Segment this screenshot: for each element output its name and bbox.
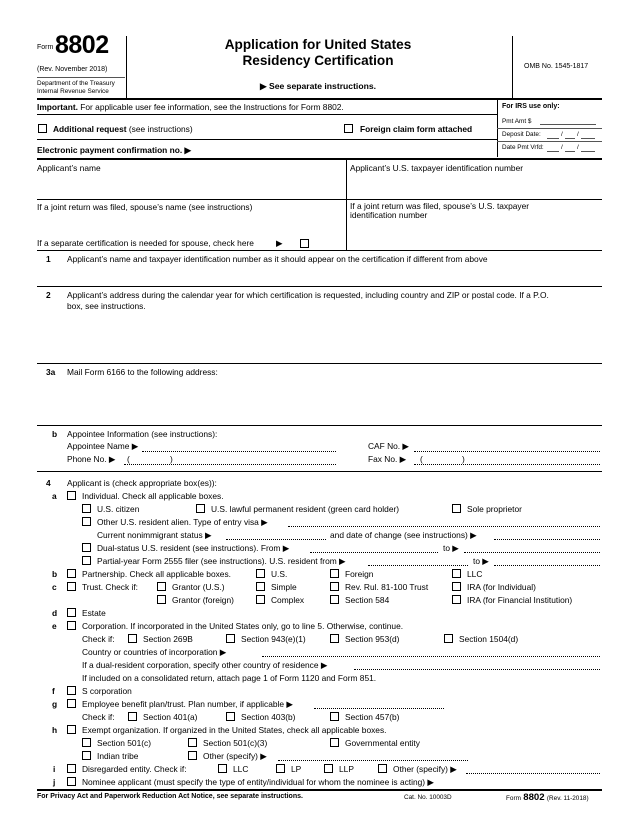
nominee-applicant-checkbox[interactable]	[67, 777, 76, 786]
footer-rule	[37, 789, 602, 791]
section-269b-checkbox[interactable]	[128, 634, 137, 643]
additional-request-label	[53, 124, 193, 134]
disregarded-llc-checkbox[interactable]	[218, 764, 227, 773]
spouse-tin-label-line2: identification number	[350, 210, 428, 220]
irs-use-title: For IRS use only:	[502, 103, 560, 110]
plan-check-if-label: Check if:	[82, 712, 115, 722]
partnership-foreign-label: Foreign	[345, 569, 374, 579]
exempt-other-checkbox[interactable]	[188, 751, 197, 760]
date-of-change-input[interactable]	[494, 539, 600, 540]
line-4d-letter: d	[52, 608, 58, 618]
appointee-phone-input[interactable]	[124, 464, 336, 465]
irs-deposit-date-label: Deposit Date:	[502, 131, 541, 138]
us-citizen-checkbox[interactable]	[82, 504, 91, 513]
line-4i-letter: i	[53, 764, 56, 774]
irs-pmt-amt-field	[540, 124, 596, 125]
employee-benefit-plan-checkbox[interactable]	[67, 699, 76, 708]
sole-proprietor-label: Sole proprietor	[467, 504, 522, 514]
corporation-label: Corporation. If incorporated in the United States only, go to line 5. Otherwise, continue.	[82, 621, 404, 631]
appointee-name-label: Appointee Name ▶	[67, 441, 139, 451]
line-3a-input[interactable]	[67, 379, 600, 423]
revision-date: (Rev. November 2018)	[37, 66, 108, 73]
line-3b-text: Appointee Information (see instructions):	[67, 429, 218, 439]
fax-paren-open: (	[420, 454, 423, 464]
individual-label: Individual. Check all applicable boxes.	[82, 491, 224, 501]
applicant-column-divider	[346, 159, 347, 250]
foreign-claim-label: Foreign claim form attached	[360, 124, 473, 134]
line-1-text: Applicant’s name and taxpayer identification number as it should appear on the certification if different from above	[67, 254, 488, 264]
s-corporation-label: S corporation	[82, 686, 132, 696]
department-line2: Internal Revenue Service	[37, 88, 109, 95]
line-2-number: 2	[46, 290, 51, 300]
dual-status-to-input[interactable]	[464, 552, 600, 553]
disregarded-other-checkbox[interactable]	[378, 764, 387, 773]
spouse-name-label: If a joint return was filed, spouse’s name (see instructions)	[37, 202, 253, 212]
partnership-llc-label: LLC	[467, 569, 483, 579]
disregarded-lp-checkbox[interactable]	[276, 764, 285, 773]
governmental-entity-label: Governmental entity	[345, 738, 420, 748]
irs-vrfd-sep1: /	[561, 144, 563, 151]
other-resident-alien-label: Other U.S. resident alien. Type of entry visa ▶	[97, 517, 268, 527]
header-divider-right	[512, 36, 513, 98]
irs-vrfd-mm	[547, 151, 559, 152]
payment-bottom-rule	[37, 158, 602, 160]
rev-rul-trust-label: Rev. Rul. 81-100 Trust	[345, 582, 429, 592]
additional-request-note: (see instructions)	[128, 124, 193, 134]
section-584-label: Section 584	[345, 595, 390, 605]
spouse-tin-label-line1: If a joint return was filed, spouse’s U.S. taxpayer	[350, 201, 530, 211]
payment-confirmation-label: Electronic payment confirmation no. ▶	[37, 145, 191, 155]
payment-confirmation-input[interactable]	[212, 143, 496, 156]
caf-number-label: CAF No. ▶	[368, 441, 409, 451]
applicant-tin-input[interactable]	[350, 174, 600, 198]
additional-request-text: Additional request	[53, 124, 127, 134]
s-corporation-checkbox[interactable]	[67, 686, 76, 695]
footer-revision: (Rev. 11-2018)	[546, 795, 589, 802]
partnership-checkbox[interactable]	[67, 569, 76, 578]
lawful-permanent-resident-checkbox[interactable]	[196, 504, 205, 513]
irs-deposit-dd	[565, 138, 575, 139]
trust-checkbox[interactable]	[67, 582, 76, 591]
lawful-permanent-resident-label: U.S. lawful permanent resident (green card holder)	[211, 504, 400, 514]
line-3a-text: Mail Form 6166 to the following address:	[67, 367, 218, 377]
exempt-organization-label: Exempt organization. If organized in the United States, check all applicable boxes.	[82, 725, 387, 735]
form-word: Form	[37, 44, 54, 51]
simple-trust-checkbox[interactable]	[256, 582, 265, 591]
ira-individual-checkbox[interactable]	[452, 582, 461, 591]
see-instructions: ▶ See separate instructions.	[260, 81, 376, 91]
section-501c3-label: Section 501(c)(3)	[203, 738, 268, 748]
irs-pmt-rule	[497, 128, 602, 129]
disregarded-entity-label: Disregarded entity. Check if:	[82, 764, 187, 774]
fax-number-input[interactable]	[414, 464, 600, 465]
line-4f-letter: f	[52, 686, 55, 696]
disregarded-llp-label: LLP	[339, 764, 354, 774]
irs-deposit-yy	[581, 138, 595, 139]
line-4a-letter: a	[52, 491, 57, 501]
line-2-text1: Applicant’s address during the calendar year for which certification is requested, including country and ZIP or postal code. If a P.O.	[67, 290, 549, 300]
important-rule	[37, 114, 497, 115]
dual-status-to-label: to ▶	[443, 543, 459, 553]
partnership-label: Partnership. Check all applicable boxes.	[82, 569, 231, 579]
dual-status-checkbox[interactable]	[82, 543, 91, 552]
disregarded-llp-checkbox[interactable]	[324, 764, 333, 773]
footer-form-id	[506, 792, 589, 803]
line-4b-letter: b	[52, 569, 58, 579]
governmental-entity-checkbox[interactable]	[330, 738, 339, 747]
line-1-rule	[37, 286, 602, 287]
irs-deposit-sep1: /	[561, 131, 563, 138]
line-3b-letter: b	[52, 429, 58, 439]
line-1-input[interactable]	[67, 266, 600, 284]
applicant-name-input[interactable]	[37, 174, 345, 198]
indian-tribe-checkbox[interactable]	[82, 751, 91, 760]
dual-resident-country-label: If a dual-resident corporation, specify other country of residence ▶	[82, 660, 328, 670]
section-501c3-checkbox[interactable]	[188, 738, 197, 747]
section-457b-checkbox[interactable]	[330, 712, 339, 721]
partnership-foreign-checkbox[interactable]	[330, 569, 339, 578]
exempt-other-input[interactable]	[278, 760, 468, 761]
line-4-number: 4	[46, 478, 51, 488]
caf-number-input[interactable]	[414, 451, 600, 452]
complex-trust-label: Complex	[271, 595, 305, 605]
form-number: 8802	[55, 31, 109, 59]
dual-resident-country-input[interactable]	[354, 669, 600, 670]
footer-form-number: 8802	[523, 792, 545, 803]
plan-number-input[interactable]	[314, 708, 444, 709]
section-501c-checkbox[interactable]	[82, 738, 91, 747]
section-269b-label: Section 269B	[143, 634, 193, 644]
irs-vrfd-sep2: /	[577, 144, 579, 151]
grantor-us-checkbox[interactable]	[157, 582, 166, 591]
header-divider-left	[126, 36, 127, 98]
partnership-us-checkbox[interactable]	[256, 569, 265, 578]
disregarded-entity-checkbox[interactable]	[67, 764, 76, 773]
line-2-text2: box, see instructions.	[67, 301, 146, 311]
disregarded-lp-label: LP	[291, 764, 302, 774]
important-note	[37, 102, 344, 112]
date-of-change-label: and date of change (see instructions) ▶	[330, 530, 477, 540]
indian-tribe-label: Indian tribe	[97, 751, 139, 761]
checks-rule	[37, 139, 497, 140]
section-943-label: Section 943(e)(1)	[241, 634, 306, 644]
incorporation-country-input[interactable]	[262, 656, 600, 657]
section-1504d-checkbox[interactable]	[444, 634, 453, 643]
footer-form-word: Form	[506, 795, 521, 802]
nonimmigrant-status-input[interactable]	[226, 539, 326, 540]
section-457b-label: Section 457(b)	[345, 712, 400, 722]
grantor-foreign-checkbox[interactable]	[157, 595, 166, 604]
line-2-input[interactable]	[67, 313, 600, 361]
irs-pmt-amt-label: Pmt Amt $	[502, 118, 532, 125]
section-401a-label: Section 401(a)	[143, 712, 198, 722]
disregarded-other-input[interactable]	[466, 773, 600, 774]
header-bottom-rule	[37, 98, 602, 100]
privacy-notice: For Privacy Act and Paperwork Reduction Act Notice, see separate instructions.	[37, 793, 303, 800]
nonimmigrant-status-label: Current nonimmigrant status ▶	[97, 530, 212, 540]
form-title-line1: Application for United States	[224, 37, 412, 52]
trust-label: Trust. Check if:	[82, 582, 138, 592]
individual-checkbox[interactable]	[67, 491, 76, 500]
section-943-checkbox[interactable]	[226, 634, 235, 643]
phone-paren-close: )	[170, 454, 173, 464]
estate-label: Estate	[82, 608, 106, 618]
appointee-name-input[interactable]	[142, 451, 336, 452]
grantor-foreign-label: Grantor (foreign)	[172, 595, 234, 605]
irs-deposit-mm	[547, 138, 559, 139]
applicant-block-bottom-rule	[37, 250, 602, 251]
partnership-us-label: U.S.	[271, 569, 288, 579]
partnership-llc-checkbox[interactable]	[452, 569, 461, 578]
section-953d-label: Section 953(d)	[345, 634, 400, 644]
spouse-name-input[interactable]	[37, 213, 345, 235]
irs-vrfd-dd	[565, 151, 575, 152]
omb-number: OMB No. 1545-1817	[524, 63, 589, 70]
appointee-phone-label: Phone No. ▶	[67, 454, 116, 464]
section-403b-checkbox[interactable]	[226, 712, 235, 721]
partial-year-from-input[interactable]	[368, 565, 468, 566]
entry-visa-input[interactable]	[288, 526, 600, 527]
line-4g-letter: g	[52, 699, 58, 709]
partial-year-to-label: to ▶	[473, 556, 489, 566]
line-3a-number: 3a	[46, 367, 56, 377]
section-401a-checkbox[interactable]	[128, 712, 137, 721]
ira-financial-checkbox[interactable]	[452, 595, 461, 604]
foreign-claim-checkbox[interactable]	[344, 124, 353, 133]
grantor-us-label: Grantor (U.S.)	[172, 582, 225, 592]
other-resident-alien-checkbox[interactable]	[82, 517, 91, 526]
irs-deposit-sep2: /	[577, 131, 579, 138]
complex-trust-checkbox[interactable]	[256, 595, 265, 604]
disregarded-other-label: Other (specify) ▶	[393, 764, 457, 774]
phone-paren-open: (	[127, 454, 130, 464]
additional-request-checkbox[interactable]	[38, 124, 47, 133]
irs-vrfd-yy	[581, 151, 595, 152]
line-4h-letter: h	[52, 725, 58, 735]
partial-year-checkbox[interactable]	[82, 556, 91, 565]
applicant-tin-label: Applicant’s U.S. taxpayer identification number	[350, 163, 524, 173]
section-953d-checkbox[interactable]	[330, 634, 339, 643]
exempt-other-label: Other (specify) ▶	[203, 751, 267, 761]
ira-financial-label: IRA (for Financial Institution)	[467, 595, 573, 605]
disregarded-llc-label: LLC	[233, 764, 249, 774]
employee-benefit-plan-label: Employee benefit plan/trust. Plan number, if applicable ▶	[82, 699, 293, 709]
section-1504d-label: Section 1504(d)	[459, 634, 519, 644]
irs-deposit-rule	[497, 141, 602, 142]
applicant-row-rule	[37, 199, 602, 200]
line-1-number: 1	[46, 254, 51, 264]
fax-number-label: Fax No. ▶	[368, 454, 407, 464]
applicant-name-label: Applicant’s name	[37, 163, 101, 173]
line-3b-rule	[37, 471, 602, 472]
line-4-intro: Applicant is (check appropriate box(es)):	[67, 478, 217, 488]
line-2-rule	[37, 363, 602, 364]
estate-checkbox[interactable]	[67, 608, 76, 617]
important-text: For applicable user fee information, see the Instructions for Form 8802.	[80, 102, 344, 112]
exempt-organization-checkbox[interactable]	[67, 725, 76, 734]
incorporation-country-label: Country or countries of incorporation ▶	[82, 647, 227, 657]
line-3a-rule	[37, 425, 602, 426]
department-line1: Department of the Treasury	[37, 80, 115, 87]
important-label: Important.	[37, 102, 78, 112]
section-403b-label: Section 403(b)	[241, 712, 296, 722]
spouse-tin-input[interactable]	[350, 222, 600, 248]
line-4c-letter: c	[52, 582, 57, 592]
spouse-tin-label	[350, 202, 529, 220]
section-501c-label: Section 501(c)	[97, 738, 151, 748]
header-sub-rule	[37, 77, 125, 78]
us-citizen-label: U.S. citizen	[97, 504, 140, 514]
nominee-applicant-label: Nominee applicant (must specify the type of entity/individual for whom the nominee is acting) ▶	[82, 777, 434, 787]
dual-status-label: Dual-status U.S. resident (see instructions). From ▶	[97, 543, 290, 553]
separate-certification-arrow: ▶	[276, 238, 283, 248]
partial-year-to-input[interactable]	[494, 565, 600, 566]
consolidated-return-note: If included on a consolidated return, attach page 1 of Form 1120 and Form 851.	[82, 673, 377, 683]
corporation-checkbox[interactable]	[67, 621, 76, 630]
separate-certification-label: If a separate certification is needed for spouse, check here	[37, 238, 254, 248]
corporation-check-if-label: Check if:	[82, 634, 115, 644]
section-584-checkbox[interactable]	[330, 595, 339, 604]
irs-date-vrfd-label: Date Pmt Vrfd:	[502, 144, 544, 151]
rev-rul-trust-checkbox[interactable]	[330, 582, 339, 591]
line-4e-letter: e	[52, 621, 57, 631]
separate-certification-checkbox[interactable]	[300, 239, 309, 248]
dual-status-from-input[interactable]	[310, 552, 438, 553]
line-4j-letter: j	[53, 777, 56, 787]
partial-year-label: Partial-year Form 2555 filer (see instructions). U.S. resident from ▶	[97, 556, 346, 566]
form-title-line2: Residency Certification	[242, 53, 394, 68]
ira-individual-label: IRA (for Individual)	[467, 582, 536, 592]
simple-trust-label: Simple	[271, 582, 297, 592]
fax-paren-close: )	[462, 454, 465, 464]
catalog-number: Cat. No. 10003D	[404, 794, 452, 801]
sole-proprietor-checkbox[interactable]	[452, 504, 461, 513]
